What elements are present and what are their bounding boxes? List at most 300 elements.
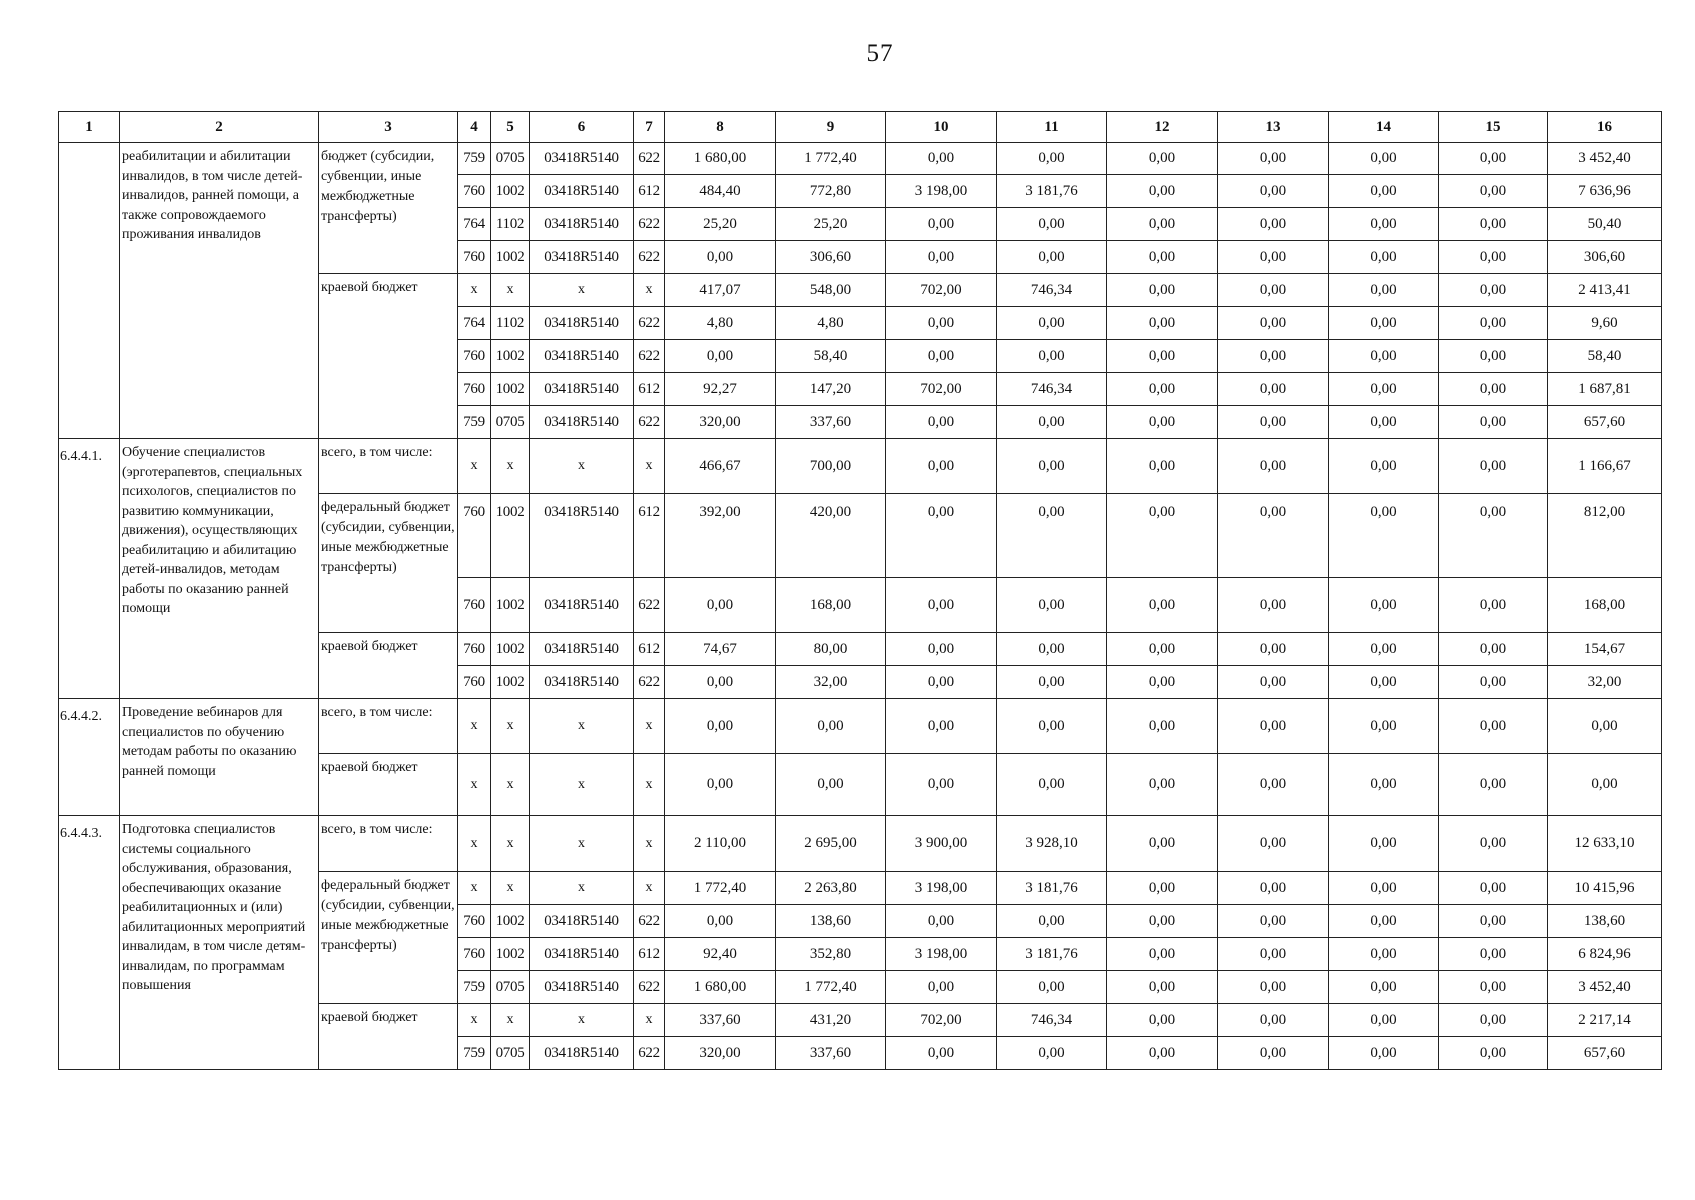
amount-cell: 1 772,40 [776,971,886,1004]
column-header: 11 [997,112,1107,143]
amount-cell: 0,00 [1439,274,1548,307]
amount-cell: 9,60 [1548,307,1662,340]
section-code: 0705 [491,1037,530,1070]
target-article-code: 03418R5140 [530,340,634,373]
amount-cell: 92,40 [665,938,776,971]
grbs-code: 760 [458,241,491,274]
grbs-code: 760 [458,175,491,208]
amount-cell: 0,00 [1329,175,1439,208]
amount-cell: 10 415,96 [1548,872,1662,905]
row-index: 6.4.4.2. [59,699,120,816]
amount-cell: 0,00 [1218,307,1329,340]
amount-cell: 352,80 [776,938,886,971]
amount-cell: 657,60 [1548,1037,1662,1070]
amount-cell: 32,00 [776,666,886,699]
amount-cell: 6 824,96 [1548,938,1662,971]
amount-cell: 700,00 [776,439,886,494]
row-description: Подготовка специалистов системы социального обслуживания, образования, обеспечивающих оказание реабилитационных и (или) абилитационных мероприятий инвалидам, в том числе детям-инвалидам, по программам повышения [120,816,319,1070]
amount-cell: 2 263,80 [776,872,886,905]
amount-cell: 0,00 [1329,633,1439,666]
amount-cell: 0,00 [1107,666,1218,699]
amount-cell: 7 636,96 [1548,175,1662,208]
amount-cell: 420,00 [776,494,886,578]
amount-cell: 1 687,81 [1548,373,1662,406]
amount-cell: 0,00 [1329,1037,1439,1070]
amount-cell: 0,00 [1439,1037,1548,1070]
page-number: 57 [866,40,894,67]
expense-type-code: x [634,872,665,905]
grbs-code: x [458,1004,491,1037]
target-article-code: x [530,872,634,905]
amount-cell: 0,00 [1329,1004,1439,1037]
amount-cell: 0,00 [1107,754,1218,816]
column-header: 7 [634,112,665,143]
amount-cell: 0,00 [1439,439,1548,494]
amount-cell: 0,00 [1329,241,1439,274]
section-code: 1002 [491,633,530,666]
target-article-code: 03418R5140 [530,307,634,340]
amount-cell: 0,00 [886,905,997,938]
grbs-code: x [458,274,491,307]
section-code: 0705 [491,971,530,1004]
expense-type-code: 622 [634,241,665,274]
amount-cell: 3 928,10 [997,816,1107,872]
amount-cell: 0,00 [1439,971,1548,1004]
amount-cell: 0,00 [886,439,997,494]
amount-cell: 306,60 [776,241,886,274]
amount-cell: 80,00 [776,633,886,666]
amount-cell: 0,00 [1107,373,1218,406]
header-row [59,112,1662,143]
funding-source: краевой бюджет [319,1004,458,1070]
row-description: Проведение вебинаров для специалистов по обучению методам работы по оказанию ранней помощи [120,699,319,816]
expense-type-code: x [634,274,665,307]
amount-cell: 74,67 [665,633,776,666]
amount-cell: 50,40 [1548,208,1662,241]
amount-cell: 337,60 [776,1037,886,1070]
amount-cell: 746,34 [997,1004,1107,1037]
amount-cell: 0,00 [1329,938,1439,971]
section-code: 1002 [491,175,530,208]
amount-cell: 0,00 [1218,872,1329,905]
row-description: реабилитации и абилитации инвалидов, в том числе детей-инвалидов, ранней помощи, а также сопровождаемого проживания инвалидов [120,143,319,439]
amount-cell: 0,00 [1439,633,1548,666]
grbs-code: 759 [458,406,491,439]
expense-type-code: 612 [634,373,665,406]
amount-cell: 58,40 [1548,340,1662,373]
target-article-code: 03418R5140 [530,666,634,699]
amount-cell: 0,00 [1329,439,1439,494]
amount-cell: 0,00 [1329,578,1439,633]
section-code: x [491,1004,530,1037]
amount-cell: 0,00 [1329,494,1439,578]
grbs-code: 760 [458,633,491,666]
amount-cell: 0,00 [1218,1004,1329,1037]
section-code: 1002 [491,373,530,406]
table-row [59,439,1662,494]
amount-cell: 0,00 [997,971,1107,1004]
expense-type-code: x [634,816,665,872]
amount-cell: 0,00 [1439,175,1548,208]
amount-cell: 0,00 [997,578,1107,633]
amount-cell: 0,00 [1329,971,1439,1004]
amount-cell: 32,00 [1548,666,1662,699]
section-code: 1102 [491,208,530,241]
target-article-code: x [530,274,634,307]
grbs-code: x [458,754,491,816]
target-article-code: 03418R5140 [530,905,634,938]
amount-cell: 0,00 [1107,439,1218,494]
column-header: 3 [319,112,458,143]
amount-cell: 4,80 [665,307,776,340]
amount-cell: 417,07 [665,274,776,307]
grbs-code: x [458,439,491,494]
amount-cell: 0,00 [997,905,1107,938]
amount-cell: 0,00 [1107,494,1218,578]
column-header: 12 [1107,112,1218,143]
target-article-code: x [530,816,634,872]
target-article-code: 03418R5140 [530,971,634,1004]
amount-cell: 0,00 [997,340,1107,373]
amount-cell: 0,00 [665,578,776,633]
section-code: x [491,754,530,816]
amount-cell: 0,00 [997,633,1107,666]
section-code: x [491,699,530,754]
target-article-code: 03418R5140 [530,633,634,666]
column-header: 2 [120,112,319,143]
expense-type-code: 612 [634,633,665,666]
expense-type-code: x [634,439,665,494]
amount-cell: 0,00 [1329,406,1439,439]
amount-cell: 0,00 [1107,578,1218,633]
amount-cell: 0,00 [1329,872,1439,905]
target-article-code: x [530,439,634,494]
amount-cell: 0,00 [1548,754,1662,816]
grbs-code: 760 [458,340,491,373]
amount-cell: 0,00 [1439,143,1548,175]
column-header: 8 [665,112,776,143]
amount-cell: 0,00 [997,307,1107,340]
amount-cell: 0,00 [886,494,997,578]
amount-cell: 0,00 [1107,971,1218,1004]
amount-cell: 0,00 [1439,241,1548,274]
row-description: Обучение специалистов (эрготерапевтов, специальных психологов, специалистов по развитию коммуникации, движения), осуществляющих реабилитацию и абилитацию детей-инвалидов, методам работы по оказанию ранней помощи [120,439,319,699]
amount-cell: 0,00 [665,666,776,699]
amount-cell: 0,00 [1107,872,1218,905]
amount-cell: 138,60 [776,905,886,938]
amount-cell: 3 198,00 [886,938,997,971]
grbs-code: 760 [458,905,491,938]
column-header: 14 [1329,112,1439,143]
amount-cell: 0,00 [1329,373,1439,406]
amount-cell: 0,00 [1439,578,1548,633]
amount-cell: 484,40 [665,175,776,208]
amount-cell: 0,00 [1439,406,1548,439]
amount-cell: 746,34 [997,274,1107,307]
target-article-code: 03418R5140 [530,175,634,208]
amount-cell: 0,00 [1439,938,1548,971]
amount-cell: 0,00 [997,241,1107,274]
amount-cell: 0,00 [1218,241,1329,274]
amount-cell: 0,00 [1107,241,1218,274]
budget-table [58,111,1662,1070]
amount-cell: 0,00 [1329,699,1439,754]
amount-cell: 0,00 [1439,208,1548,241]
amount-cell: 2 413,41 [1548,274,1662,307]
row-index: 6.4.4.3. [59,816,120,1070]
amount-cell: 12 633,10 [1548,816,1662,872]
amount-cell: 466,67 [665,439,776,494]
amount-cell: 92,27 [665,373,776,406]
amount-cell: 0,00 [886,971,997,1004]
amount-cell: 0,00 [1218,406,1329,439]
grbs-code: 760 [458,373,491,406]
expense-type-code: 622 [634,307,665,340]
amount-cell: 0,00 [886,241,997,274]
target-article-code: 03418R5140 [530,938,634,971]
amount-cell: 0,00 [997,754,1107,816]
expense-type-code: 612 [634,494,665,578]
target-article-code: 03418R5140 [530,578,634,633]
amount-cell: 25,20 [665,208,776,241]
amount-cell: 0,00 [997,143,1107,175]
amount-cell: 0,00 [665,905,776,938]
table-row [59,143,1662,175]
section-code: 1002 [491,340,530,373]
amount-cell: 337,60 [776,406,886,439]
amount-cell: 1 680,00 [665,971,776,1004]
target-article-code: 03418R5140 [530,1037,634,1070]
amount-cell: 0,00 [1107,208,1218,241]
amount-cell: 168,00 [776,578,886,633]
amount-cell: 0,00 [1329,666,1439,699]
grbs-code: 759 [458,971,491,1004]
amount-cell: 0,00 [1218,578,1329,633]
funding-source: федеральный бюджет (субсидии, субвенции, иные межбюджетные трансферты) [319,872,458,1004]
amount-cell: 0,00 [1218,699,1329,754]
amount-cell: 0,00 [886,699,997,754]
row-index [59,143,120,439]
expense-type-code: 622 [634,971,665,1004]
amount-cell: 3 181,76 [997,872,1107,905]
amount-cell: 0,00 [1218,905,1329,938]
amount-cell: 0,00 [886,578,997,633]
amount-cell: 657,60 [1548,406,1662,439]
amount-cell: 0,00 [1439,754,1548,816]
amount-cell: 0,00 [1218,633,1329,666]
funding-source: бюджет (субсидии, субвенции, иные межбюджетные трансферты) [319,143,458,274]
amount-cell: 0,00 [1439,373,1548,406]
amount-cell: 1 680,00 [665,143,776,175]
grbs-code: 759 [458,143,491,175]
amount-cell: 0,00 [1329,754,1439,816]
amount-cell: 337,60 [665,1004,776,1037]
amount-cell: 0,00 [665,699,776,754]
amount-cell: 0,00 [1439,699,1548,754]
expense-type-code: x [634,754,665,816]
amount-cell: 0,00 [1548,699,1662,754]
amount-cell: 0,00 [1329,208,1439,241]
column-header: 6 [530,112,634,143]
amount-cell: 0,00 [1329,905,1439,938]
grbs-code: x [458,816,491,872]
amount-cell: 2 110,00 [665,816,776,872]
amount-cell: 0,00 [1329,274,1439,307]
section-code: 1002 [491,241,530,274]
column-header: 4 [458,112,491,143]
amount-cell: 2 217,14 [1548,1004,1662,1037]
amount-cell: 0,00 [1439,872,1548,905]
target-article-code: 03418R5140 [530,143,634,175]
amount-cell: 746,34 [997,373,1107,406]
amount-cell: 3 198,00 [886,872,997,905]
amount-cell: 0,00 [1218,754,1329,816]
amount-cell: 0,00 [1218,938,1329,971]
amount-cell: 548,00 [776,274,886,307]
amount-cell: 306,60 [1548,241,1662,274]
amount-cell: 3 181,76 [997,938,1107,971]
amount-cell: 0,00 [1107,905,1218,938]
amount-cell: 0,00 [1218,971,1329,1004]
amount-cell: 0,00 [1439,905,1548,938]
amount-cell: 0,00 [886,1037,997,1070]
amount-cell: 0,00 [1439,340,1548,373]
funding-source: федеральный бюджет (субсидии, субвенции, иные межбюджетные трансферты) [319,494,458,633]
target-article-code: 03418R5140 [530,208,634,241]
row-index: 6.4.4.1. [59,439,120,699]
amount-cell: 0,00 [997,699,1107,754]
amount-cell: 0,00 [1107,633,1218,666]
grbs-code: 760 [458,578,491,633]
funding-source: всего, в том числе: [319,816,458,872]
amount-cell: 0,00 [1329,340,1439,373]
amount-cell: 0,00 [1218,666,1329,699]
column-header: 16 [1548,112,1662,143]
amount-cell: 0,00 [1107,175,1218,208]
amount-cell: 0,00 [1329,307,1439,340]
amount-cell: 392,00 [665,494,776,578]
amount-cell: 0,00 [886,307,997,340]
amount-cell: 4,80 [776,307,886,340]
section-code: 1002 [491,666,530,699]
amount-cell: 3 900,00 [886,816,997,872]
target-article-code: 03418R5140 [530,406,634,439]
amount-cell: 0,00 [1439,494,1548,578]
target-article-code: 03418R5140 [530,241,634,274]
expense-type-code: 622 [634,578,665,633]
funding-source: всего, в том числе: [319,439,458,494]
amount-cell: 0,00 [997,208,1107,241]
amount-cell: 0,00 [1329,816,1439,872]
amount-cell: 0,00 [886,754,997,816]
amount-cell: 154,67 [1548,633,1662,666]
expense-type-code: 622 [634,406,665,439]
amount-cell: 0,00 [1218,143,1329,175]
target-article-code: x [530,1004,634,1037]
grbs-code: 759 [458,1037,491,1070]
amount-cell: 1 772,40 [776,143,886,175]
amount-cell: 0,00 [1107,307,1218,340]
amount-cell: 702,00 [886,274,997,307]
amount-cell: 0,00 [1218,208,1329,241]
expense-type-code: 612 [634,938,665,971]
amount-cell: 0,00 [665,754,776,816]
amount-cell: 0,00 [1218,816,1329,872]
column-header: 15 [1439,112,1548,143]
amount-cell: 0,00 [665,241,776,274]
amount-cell: 772,80 [776,175,886,208]
grbs-code: x [458,699,491,754]
expense-type-code: 622 [634,905,665,938]
expense-type-code: 622 [634,143,665,175]
amount-cell: 0,00 [1107,274,1218,307]
amount-cell: 702,00 [886,373,997,406]
amount-cell: 0,00 [997,1037,1107,1070]
section-code: x [491,872,530,905]
amount-cell: 702,00 [886,1004,997,1037]
amount-cell: 0,00 [1107,816,1218,872]
section-code: 0705 [491,143,530,175]
amount-cell: 0,00 [886,406,997,439]
amount-cell: 0,00 [1439,307,1548,340]
target-article-code: 03418R5140 [530,494,634,578]
amount-cell: 0,00 [886,208,997,241]
amount-cell: 147,20 [776,373,886,406]
amount-cell: 0,00 [1218,274,1329,307]
section-code: x [491,816,530,872]
expense-type-code: 612 [634,175,665,208]
amount-cell: 320,00 [665,406,776,439]
expense-type-code: x [634,1004,665,1037]
amount-cell: 138,60 [1548,905,1662,938]
amount-cell: 0,00 [1107,1004,1218,1037]
amount-cell: 0,00 [1107,340,1218,373]
section-code: 1002 [491,905,530,938]
funding-source: всего, в том числе: [319,699,458,754]
amount-cell: 0,00 [997,666,1107,699]
amount-cell: 0,00 [886,340,997,373]
table-body [59,112,1662,1070]
column-header: 5 [491,112,530,143]
target-article-code: 03418R5140 [530,373,634,406]
amount-cell: 3 198,00 [886,175,997,208]
amount-cell: 0,00 [1218,340,1329,373]
funding-source: краевой бюджет [319,754,458,816]
amount-cell: 3 452,40 [1548,971,1662,1004]
column-header: 1 [59,112,120,143]
funding-source: краевой бюджет [319,633,458,699]
section-code: x [491,439,530,494]
amount-cell: 0,00 [997,406,1107,439]
grbs-code: 764 [458,208,491,241]
amount-cell: 0,00 [1218,1037,1329,1070]
amount-cell: 320,00 [665,1037,776,1070]
section-code: 0705 [491,406,530,439]
section-code: 1102 [491,307,530,340]
section-code: 1002 [491,938,530,971]
grbs-code: x [458,872,491,905]
grbs-code: 764 [458,307,491,340]
expense-type-code: 622 [634,666,665,699]
amount-cell: 0,00 [1218,494,1329,578]
amount-cell: 0,00 [1329,143,1439,175]
amount-cell: 0,00 [1107,143,1218,175]
amount-cell: 0,00 [776,754,886,816]
amount-cell: 431,20 [776,1004,886,1037]
amount-cell: 0,00 [1439,666,1548,699]
section-code: 1002 [491,494,530,578]
amount-cell: 2 695,00 [776,816,886,872]
